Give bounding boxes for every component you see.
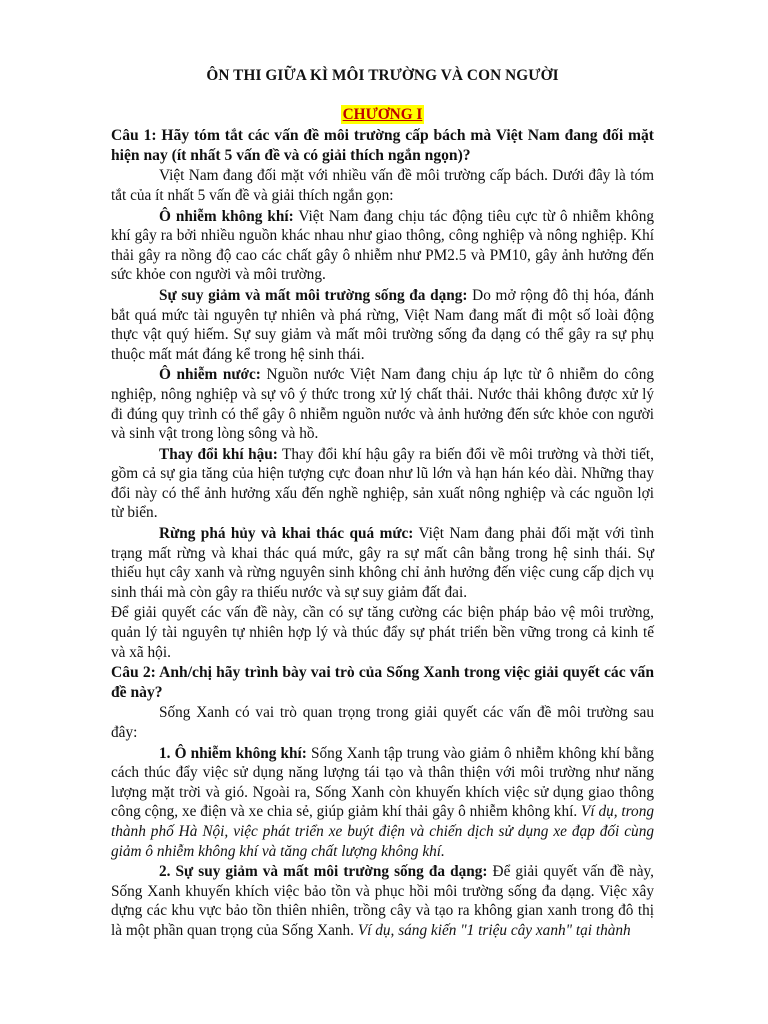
issue-text: Việt Nam đang chịu tác động tiêu cực từ ô nhiễm không khí gây ra bởi nhiều nguồn khác nhau như giao thông, công nghiệp và nông nghiệp. Khí thải gây ra nồng độ cao các chất gây ô nhiễm như PM2.5 và PM10, gây ảnh hưởng đến sức khỏe con người và môi trường. [111,207,654,284]
role-text: Sống Xanh tập trung vào giảm ô nhiễm không khí bằng cách thúc đẩy việc sử dụng năng lượng tái tạo và thân thiện với môi trường như năng lượng mặt trời và gió. Ngoài ra, Sống Xanh còn khuyến khích việc sử dụng giao thông công cộng, xe điện và xe chia sẻ, giúp giảm khí thải gây ô nhiễm không khí. [111,744,654,821]
issue-term: Rừng phá hủy và khai thác quá mức: [159,525,414,543]
role-text: Để giải quyết vấn đề này, Sống Xanh khuyến khích việc bảo tồn và phục hồi môi trường sống đa dạng. Việc xây dựng các khu vực bảo tồn thiên nhiên, trồng cây và tạo ra không gian xanh trong đô thị là một phần quan trọng của Sống Xanh. [111,863,654,939]
chapter-heading: CHƯƠNG I [342,105,423,123]
role-paragraph [111,862,654,940]
document-body [111,66,654,942]
issue-paragraph [111,524,654,602]
issue-text: Thay đổi khí hậu gây ra biến đổi về môi trường và thời tiết, gồm cả sự gia tăng của hiện tượng cực đoan như lũ lớn và hạn hán kéo dài. Những thay đổi này có thể ảnh hưởng xấu đến nghề nghiệp, sản xuất nông nghiệp và các nguồn lợi từ biển. [111,445,654,522]
issue-term: Sự suy giảm và mất môi trường sống đa dạng: [159,286,468,304]
intro-paragraph: Việt Nam đang đối mặt với nhiều vấn đề môi trường cấp bách. Dưới đây là tóm tắt của ít nhất 5 vấn đề và giải thích ngắn gọn: [111,167,654,204]
issue-text: Do mở rộng đô thị hóa, đánh bắt quá mức tài nguyên tự nhiên và phá rừng, Việt Nam đang mất đi một số loài động thực vật quý hiếm. Sự suy giảm và mất môi trường sống đa dạng có thể gây ra sự phụ thuộc mất mát đáng kể trong hệ sinh thái. [111,286,654,363]
issue-term: Ô nhiễm không khí: [159,207,294,225]
role-example: Ví dụ, trong thành phố Hà Nội, việc phát triển xe buýt điện và chiến dịch sử dụng xe đạp đối cùng giảm ô nhiễm không khí và tăng chất lượng không khí. [111,803,654,860]
issue-paragraph [111,365,654,443]
question-1: Câu 1: Hãy tóm tắt các vấn đề môi trường cấp bách mà Việt Nam đang đối mặt hiện nay (ít nhất 5 vấn đề và có giải thích ngắn ngọn)? [111,127,654,164]
issue-paragraph [111,207,654,285]
issue-text: Nguồn nước Việt Nam đang chịu áp lực từ ô nhiễm do công nghiệp, nông nghiệp và sự vô ý thức trong xử lý chất thải. Nước thải không được xử lý đi đúng quy trình có thể gây ô nhiễm nguồn nước và ảnh hưởng đến sức khỏe con người và sinh vật trong lòng sông và hồ. [111,366,654,443]
q2-intro-paragraph: Sống Xanh có vai trò quan trọng trong giải quyết các vấn đề môi trường sau đây: [111,704,654,741]
role-paragraph [111,744,654,862]
issue-term: Ô nhiễm nước: [159,366,261,384]
conclusion-paragraph: Để giải quyết các vấn đề này, cần có sự tăng cường các biện pháp bảo vệ môi trường, quản lý tài nguyên tự nhiên hợp lý và thúc đẩy sự phát triển bền vững trong cả kinh tế và xã hội. [111,604,654,661]
document-title: ÔN THI GIỮA KÌ MÔI TRƯỜNG VÀ CON NGƯỜI [206,67,559,84]
issue-text: Việt Nam đang phải đối mặt với tình trạng mất rừng và khai thác quá mức, gây ra sự mất cân bằng trong hệ sinh thái. Sự thiếu hụt cây xanh và rừng nguyên sinh không chỉ ảnh hưởng đến việc cung cấp dịch vụ sinh thái mà còn gây ra thiếu nước và sự suy giảm đất đai. [111,525,654,601]
role-term: 1. Ô nhiễm không khí: [159,744,307,762]
issue-paragraph [111,286,654,364]
role-example: Ví dụ, sáng kiến "1 triệu cây xanh" tại thành [357,921,631,939]
issue-paragraph [111,445,654,523]
question-2: Câu 2: Anh/chị hãy trình bày vai trò của Sống Xanh trong việc giải quyết các vấn đề này? [111,664,654,701]
role-term: 2. Sự suy giảm và mất môi trường sống đa dạng: [159,863,488,881]
issue-term: Thay đổi khí hậu: [159,445,278,463]
